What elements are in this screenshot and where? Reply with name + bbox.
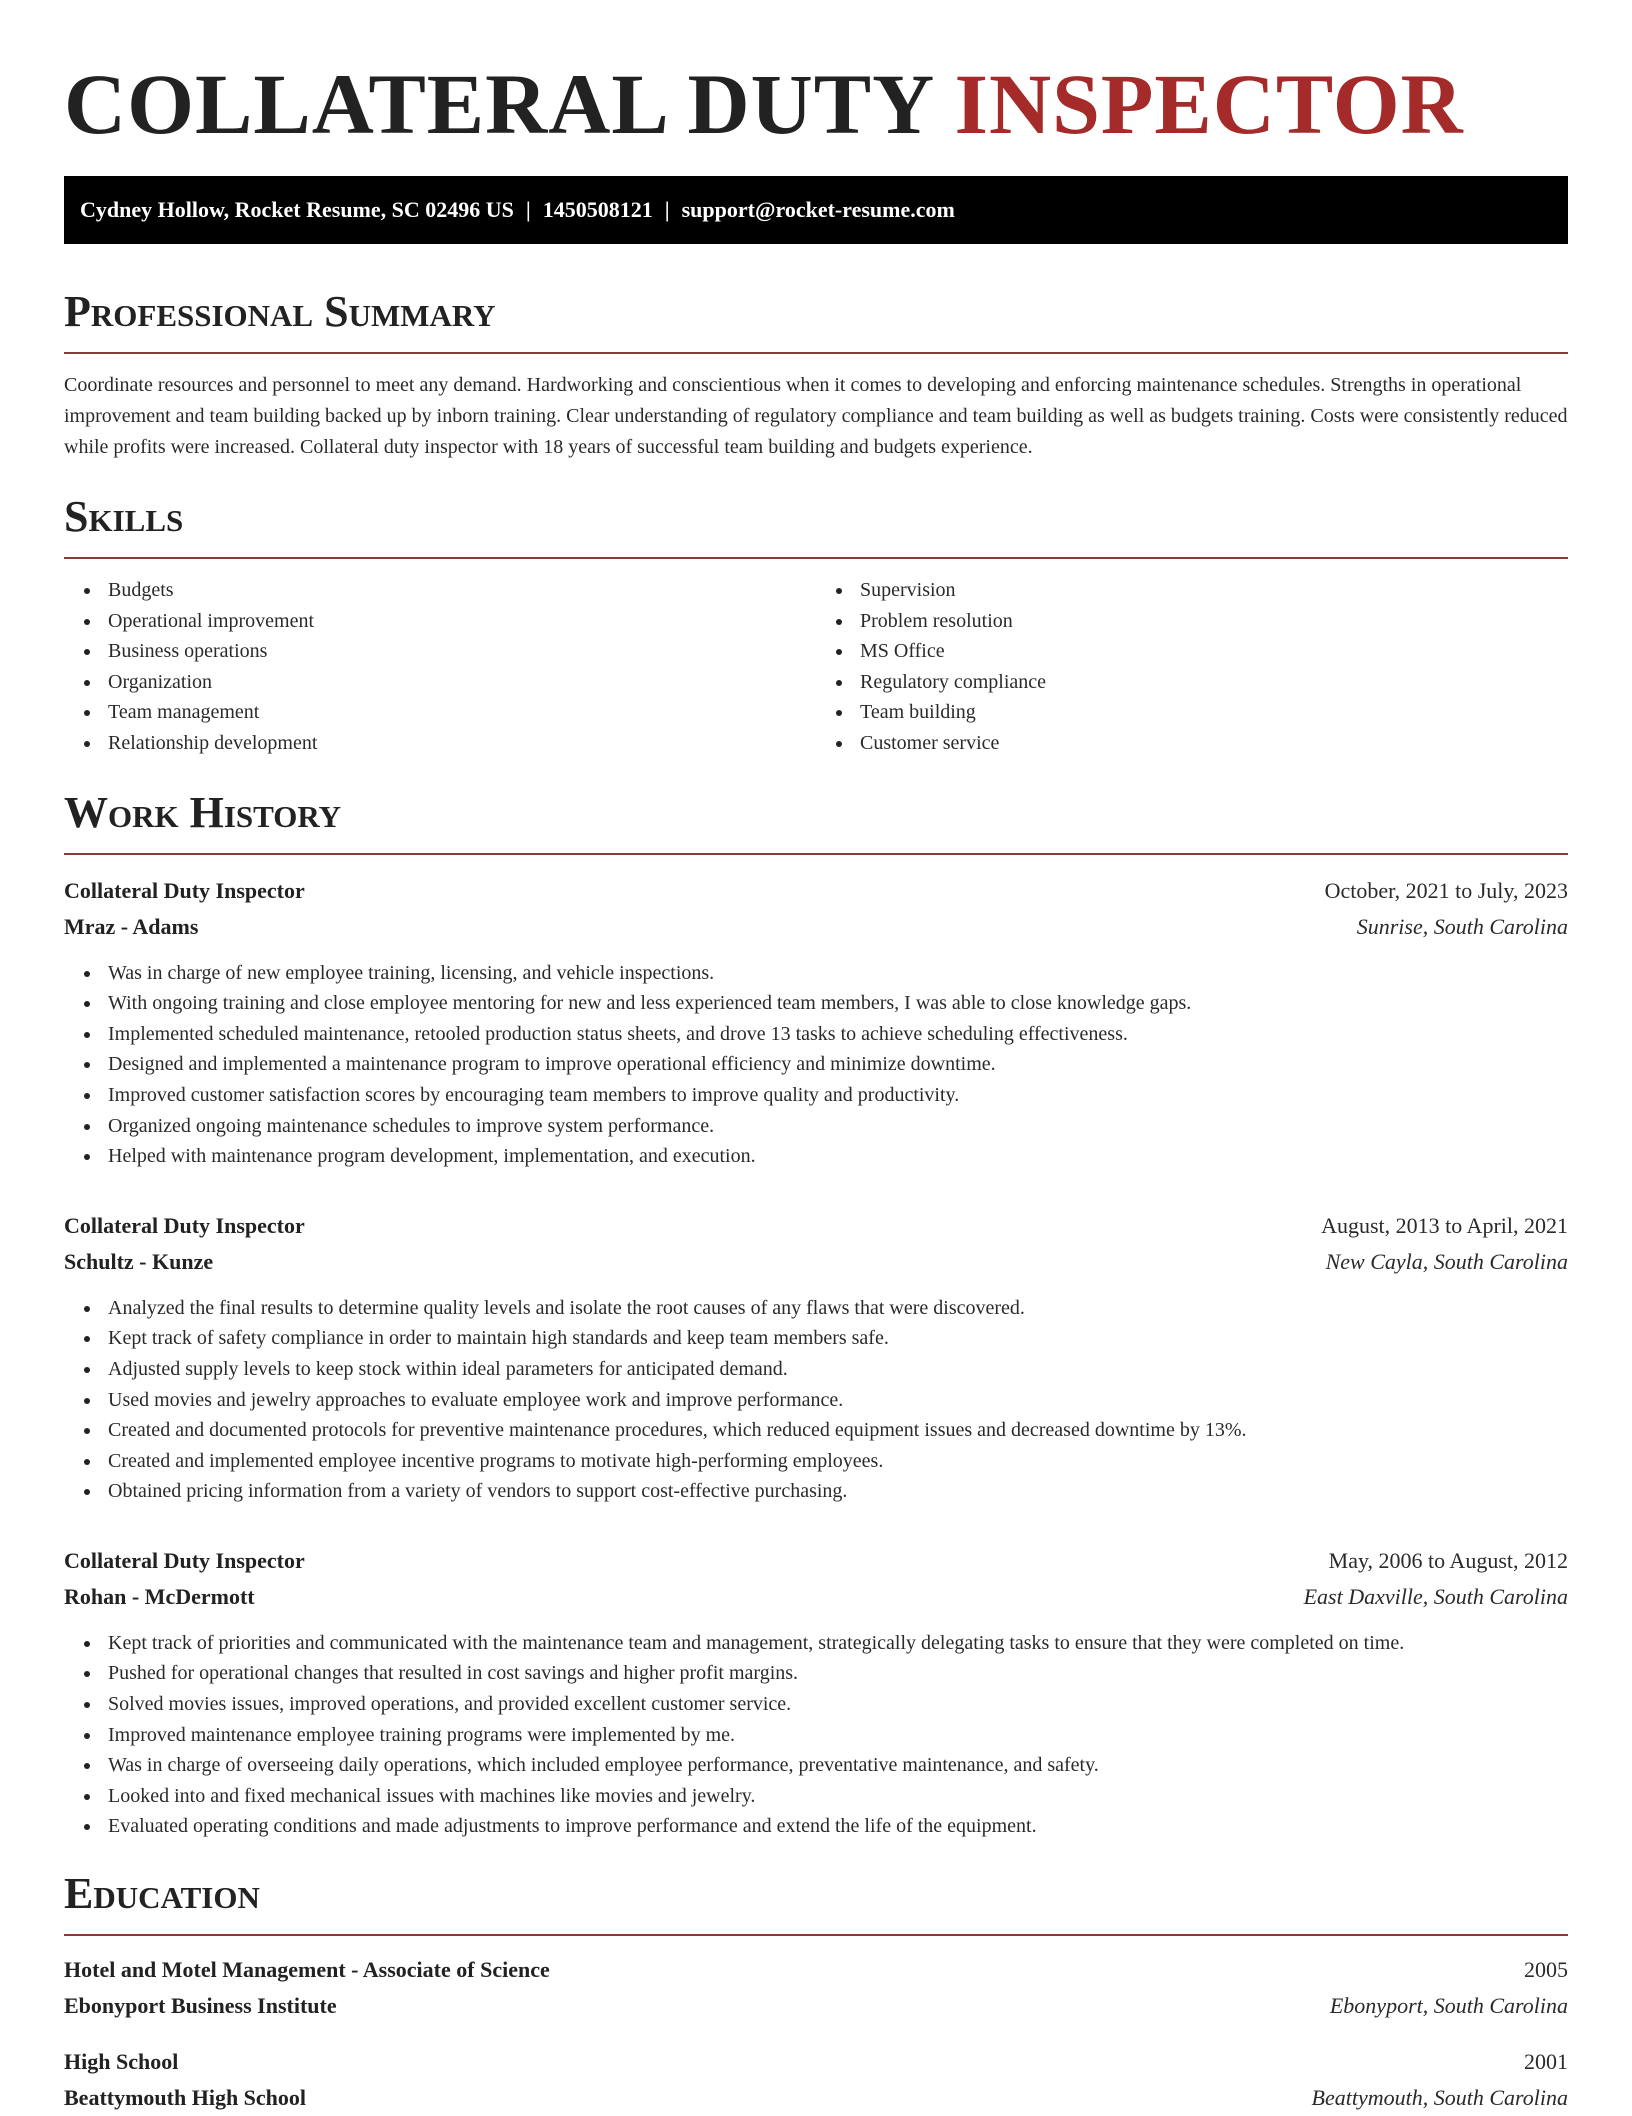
job-entry [64, 1543, 1568, 1842]
education-location: Beattymouth, South Carolina [1311, 2085, 1568, 2111]
skill-item: Team management [108, 697, 816, 728]
job-bullet: With ongoing training and close employee mentoring for new and less experienced team members, I was able to close knowledge gaps. [108, 988, 1568, 1019]
job-bullet: Improved maintenance employee training programs were implemented by me. [108, 1720, 1568, 1751]
job-bullet: Was in charge of new employee training, licensing, and vehicle inspections. [108, 958, 1568, 989]
work-history-section [64, 787, 1568, 1842]
education-degree-row [64, 1952, 1568, 1988]
section-divider [64, 1934, 1568, 1936]
job-title-row [64, 1543, 1568, 1579]
name-primary: COLLATERAL DUTY [64, 56, 932, 152]
education-degree: High School [64, 2049, 179, 2075]
job-title: Collateral Duty Inspector [64, 877, 305, 903]
name-accent: INSPECTOR [954, 56, 1464, 152]
work-history-heading: Work History [64, 787, 342, 837]
skill-item: MS Office [860, 636, 1568, 667]
education-degree-row [64, 2044, 1568, 2080]
skill-item: Regulatory compliance [860, 667, 1568, 698]
job-bullet: Kept track of priorities and communicated with the maintenance team and management, strategically delegating tasks to ensure that they were completed on time. [108, 1628, 1568, 1659]
job-company-row [64, 1579, 1568, 1615]
job-bullet: Adjusted supply levels to keep stock within ideal parameters for anticipated demand. [108, 1354, 1568, 1385]
job-bullet: Evaluated operating conditions and made adjustments to improve performance and extend the life of the equipment. [108, 1811, 1568, 1842]
job-bullets [64, 958, 1568, 1172]
job-location: New Cayla, South Carolina [1325, 1248, 1568, 1274]
job-bullet: Helped with maintenance program development, implementation, and execution. [108, 1141, 1568, 1172]
job-dates: May, 2006 to August, 2012 [1328, 1547, 1568, 1573]
education-location: Ebonyport, South Carolina [1329, 1993, 1568, 2019]
job-company: Mraz - Adams [64, 913, 199, 939]
job-company-row [64, 909, 1568, 945]
section-divider [64, 352, 1568, 354]
job-bullet: Organized ongoing maintenance schedules to improve system performance. [108, 1111, 1568, 1142]
skills-section [64, 491, 1568, 759]
education-entry [64, 2044, 1568, 2116]
education-school: Beattymouth High School [64, 2085, 307, 2111]
job-title: Collateral Duty Inspector [64, 1547, 305, 1573]
job-company-row [64, 1244, 1568, 1280]
contact-phone: 1450508121 [542, 197, 653, 222]
job-company: Schultz - Kunze [64, 1248, 214, 1274]
skill-item: Operational improvement [108, 606, 816, 637]
job-title-row [64, 1208, 1568, 1244]
education-year: 2005 [1524, 1957, 1568, 1983]
skill-item: Problem resolution [860, 606, 1568, 637]
job-bullet: Analyzed the final results to determine quality levels and isolate the root causes of any flaws that were discovered. [108, 1293, 1568, 1324]
education-school: Ebonyport Business Institute [64, 1993, 337, 2019]
job-bullet: Was in charge of overseeing daily operations, which included employee performance, preventative maintenance, and safety. [108, 1750, 1568, 1781]
job-bullet: Kept track of safety compliance in order to maintain high standards and keep team members safe. [108, 1323, 1568, 1354]
job-bullet: Obtained pricing information from a variety of vendors to support cost-effective purchasing. [108, 1476, 1568, 1507]
job-dates: October, 2021 to July, 2023 [1324, 877, 1568, 903]
job-bullet: Implemented scheduled maintenance, retooled production status sheets, and drove 13 tasks to achieve scheduling effectiveness. [108, 1019, 1568, 1050]
job-entry [64, 1208, 1568, 1507]
job-bullets [64, 1293, 1568, 1507]
education-degree: Hotel and Motel Management - Associate of Science [64, 1957, 550, 1983]
education-year: 2001 [1524, 2049, 1568, 2075]
education-school-row [64, 1988, 1568, 2024]
skill-item: Business operations [108, 636, 816, 667]
summary-heading: Professional Summary [64, 287, 496, 336]
skills-heading: Skills [64, 492, 184, 541]
skills-column-left [64, 575, 816, 759]
job-bullet: Created and documented protocols for preventive maintenance procedures, which reduced equipment issues and decreased downtime by 13%. [108, 1415, 1568, 1446]
job-company: Rohan - McDermott [64, 1583, 255, 1609]
job-title: Collateral Duty Inspector [64, 1212, 305, 1238]
skill-item: Team building [860, 697, 1568, 728]
section-divider [64, 853, 1568, 855]
contact-bar [64, 176, 1568, 244]
contact-address: Cydney Hollow, Rocket Resume, SC 02496 US [80, 197, 514, 222]
resume-name [64, 54, 1568, 154]
job-bullet: Created and implemented employee incentive programs to motivate high-performing employees. [108, 1446, 1568, 1477]
section-divider [64, 557, 1568, 559]
contact-separator: | [664, 197, 670, 222]
skill-item: Budgets [108, 575, 816, 606]
skill-item: Customer service [860, 728, 1568, 759]
skill-item: Supervision [860, 575, 1568, 606]
skill-item: Organization [108, 667, 816, 698]
job-location: Sunrise, South Carolina [1356, 913, 1568, 939]
summary-text: Coordinate resources and personnel to meet any demand. Hardworking and conscientious when it comes to developing and enforcing maintenance schedules. Strengths in operational improvement and team building backed up by inborn training. Clear understanding of regulatory compliance and team building as well as budgets training. Costs were consistently reduced while profits were increased. Collateral duty inspector with 18 years of successful team building and budgets experience. [64, 374, 1568, 458]
skills-list [64, 575, 1568, 759]
education-school-row [64, 2080, 1568, 2116]
education-heading: Education [64, 1869, 260, 1919]
job-dates: August, 2013 to April, 2021 [1321, 1212, 1568, 1238]
summary-section [64, 286, 1568, 463]
job-bullet: Used movies and jewelry approaches to evaluate employee work and improve performance. [108, 1385, 1568, 1416]
contact-separator: | [525, 197, 531, 222]
job-bullet: Designed and implemented a maintenance program to improve operational efficiency and minimize downtime. [108, 1049, 1568, 1080]
job-title-row [64, 873, 1568, 909]
contact-email: support@rocket-resume.com [681, 197, 955, 222]
job-bullet: Improved customer satisfaction scores by encouraging team members to improve quality and productivity. [108, 1080, 1568, 1111]
job-bullet: Solved movies issues, improved operations, and provided excellent customer service. [108, 1689, 1568, 1720]
skill-item: Relationship development [108, 728, 816, 759]
job-bullet: Pushed for operational changes that resulted in cost savings and higher profit margins. [108, 1658, 1568, 1689]
job-bullets [64, 1628, 1568, 1842]
job-entry [64, 873, 1568, 1172]
education-entry [64, 1952, 1568, 2024]
education-section [64, 1868, 1568, 2116]
job-bullet: Looked into and fixed mechanical issues with machines like movies and jewelry. [108, 1781, 1568, 1812]
job-location: East Daxville, South Carolina [1303, 1583, 1568, 1609]
skills-column-right [816, 575, 1568, 759]
